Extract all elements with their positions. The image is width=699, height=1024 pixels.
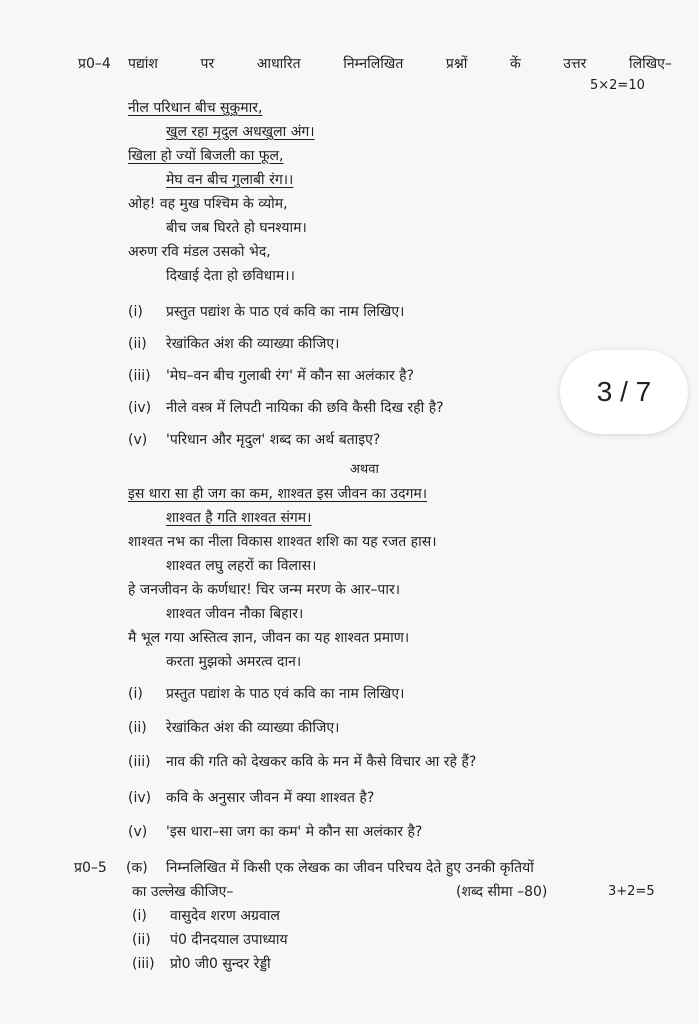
q4-word: पद्यांश bbox=[128, 56, 158, 72]
q4-word: लिखिए– bbox=[628, 56, 672, 72]
q5-line1: निम्नलिखित में किसी एक लेखक का जीवन परिचय देते हुए उनकी कृतियों bbox=[166, 860, 534, 876]
q4-word: निम्नलिखित bbox=[343, 56, 404, 72]
q5-part-label: (क) bbox=[126, 860, 148, 876]
q4-marks: 5×2=10 bbox=[590, 78, 645, 93]
question-item: (i) प्रस्तुत पद्यांश के पाठ एवं कवि का नाम लिखिए। bbox=[128, 304, 405, 320]
poem2-line: इस धारा सा ही जग का कम, शाश्वत इस जीवन का उदगम। bbox=[128, 486, 428, 502]
q4-word: आधारित bbox=[256, 56, 301, 72]
question-item: (iii) 'मेघ–वन बीच गुलाबी रंग' में कौन सा अलंकार है? bbox=[128, 368, 415, 384]
author-option: (iii) प्रो0 जी0 सुन्दर रेड्डी bbox=[132, 956, 271, 972]
poem2-line: शाश्वत जीवन नौका बिहार। bbox=[166, 606, 304, 622]
poem2-line: मै भूल गया अस्तित्व ज्ञान, जीवन का यह शाश्वत प्रमाण। bbox=[128, 630, 410, 646]
poem2-line: शाश्वत नभ का नीला विकास शाश्वत शशि का यह रजत हास। bbox=[128, 534, 437, 550]
question-item: (iv) नीले वस्त्र में लिपटी नायिका की छवि कैसी दिख रही है? bbox=[128, 400, 444, 416]
poem1-line: खिला हो ज्यों बिजली का फूल, bbox=[128, 148, 284, 164]
question-item: (v) 'इस धारा–सा जग का कम' मे कौन सा अलंकार है? bbox=[128, 824, 423, 840]
poem2-line: करता मुझको अमरत्व दान। bbox=[166, 654, 302, 670]
q4-word: प्रश्नों bbox=[445, 56, 468, 72]
q4-number: प्र0–4 bbox=[78, 56, 111, 72]
q4-word: कें bbox=[509, 56, 521, 72]
poem1-line: ओह! वह मुख पश्चिम के व्योम, bbox=[128, 196, 288, 212]
poem2-line: शाश्वत है गति शाश्वत संगम। bbox=[166, 510, 312, 526]
poem1-line: अरुण रवि मंडल उसको भेद, bbox=[128, 244, 271, 260]
poem1-line: बीच जब घिरते हो घनश्याम। bbox=[166, 220, 307, 236]
q4-word: उत्तर bbox=[563, 56, 587, 72]
page-indicator: 3 / 7 bbox=[560, 350, 688, 434]
poem2-line: शाश्वत लघु लहरों का विलास। bbox=[166, 558, 317, 574]
poem1-line: नील परिधान बीच सुकुमार, bbox=[128, 100, 263, 116]
poem1-line: मेघ वन बीच गुलाबी रंग।। bbox=[166, 172, 294, 188]
question-item: (iii) नाव की गति को देखकर कवि के मन में कैसे विचार आ रहे हैं? bbox=[128, 754, 477, 770]
poem1-line: दिखाई देता हो छविधाम।। bbox=[166, 268, 295, 284]
author-option: (i) वासुदेव शरण अग्रवाल bbox=[132, 908, 280, 924]
question-item: (ii) रेखांकित अंश की व्याख्या कीजिए। bbox=[128, 336, 340, 352]
author-option: (ii) पं0 दीनदयाल उपाध्याय bbox=[132, 932, 288, 948]
or-label: अथवा bbox=[350, 462, 379, 477]
q5-number: प्र0–5 bbox=[74, 860, 107, 876]
question-item: (v) 'परिधान और मृदुल' शब्द का अर्थ बताइए? bbox=[128, 432, 381, 448]
q4-instruction bbox=[128, 54, 672, 74]
q5-marks: 3+2=5 bbox=[608, 884, 655, 899]
q4-word: पर bbox=[200, 56, 215, 72]
poem2-line: हे जनजीवन के कर्णधार! चिर जन्म मरण के आर–पार। bbox=[128, 582, 401, 598]
q5-line2: का उल्लेख कीजिए– bbox=[132, 884, 234, 900]
question-item: (iv) कवि के अनुसार जीवन में क्या शाश्वत है? bbox=[128, 790, 375, 806]
question-item: (ii) रेखांकित अंश की व्याख्या कीजिए। bbox=[128, 720, 340, 736]
question-item: (i) प्रस्तुत पद्यांश के पाठ एवं कवि का नाम लिखिए। bbox=[128, 686, 405, 702]
q5-word-limit: (शब्द सीमा –80) bbox=[456, 884, 548, 900]
poem1-line: खुल रहा मृदुल अधखुला अंग। bbox=[166, 124, 315, 140]
